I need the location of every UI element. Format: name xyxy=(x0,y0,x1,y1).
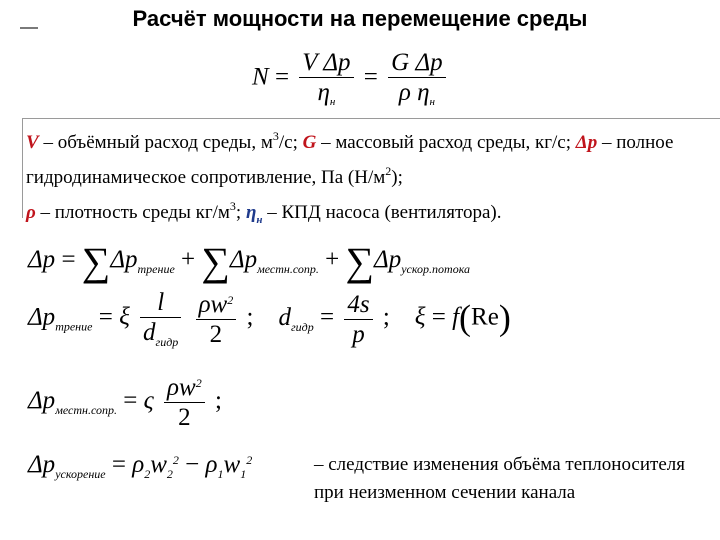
rho-unit-tail: ; xyxy=(235,202,246,223)
subscript-hydraulic: гидр xyxy=(155,335,179,349)
dp-lhs: Δp xyxy=(28,246,56,273)
rho-eta-symbol: ρ η xyxy=(398,79,430,106)
frame-line-top xyxy=(22,118,720,119)
equals-sign: = xyxy=(61,246,76,273)
sum-symbol: ∑ xyxy=(81,239,111,284)
equals-sign: = xyxy=(111,451,126,478)
minus-sign: − xyxy=(185,451,200,478)
acceleration-note: – следствие изменения объёма теплоносителя при неизменном сечении канала xyxy=(314,454,685,503)
g-definition: – массовый расход среды, кг/с; xyxy=(316,132,576,153)
rho1: ρ xyxy=(205,451,218,478)
semicolon: ; xyxy=(382,303,390,331)
denominator-two: 2 xyxy=(209,320,223,348)
v-definition: – объёмный расход среды, м xyxy=(38,132,273,153)
plus-sign: + xyxy=(325,246,340,273)
rho-unit-exponent: 3 xyxy=(229,199,236,213)
power-formula xyxy=(252,50,450,108)
subscript-local: местн.сопр. xyxy=(257,262,319,276)
equals-sign: = xyxy=(98,303,113,331)
decorative-dash xyxy=(20,27,38,29)
fraction-mass-denominator xyxy=(388,78,445,108)
local-resistance-equation xyxy=(28,375,222,430)
fraction-l-over-d xyxy=(140,290,181,348)
rho-symbol: ρ xyxy=(26,202,36,223)
equals-sign: = xyxy=(431,303,446,331)
w1-subscript: 1 xyxy=(240,467,247,481)
w1: w xyxy=(223,451,241,478)
fraction-dynamic-pressure xyxy=(164,375,205,430)
dp-definition: – полное гидродинамическое сопротивление, Па (Н/м xyxy=(26,132,674,188)
dp-lhs: Δp xyxy=(28,303,56,331)
subscript-friction: трение xyxy=(55,319,93,334)
dp-symbol: Δp xyxy=(575,132,598,153)
subscript-hydraulic: гидр xyxy=(290,319,314,334)
semicolon: ; xyxy=(246,303,254,331)
dp-lhs: Δp xyxy=(28,387,56,415)
fraction-mass-numerator: G Δp xyxy=(388,50,445,78)
eta-subscript: н xyxy=(329,96,336,108)
dp-term: Δp xyxy=(374,246,402,273)
fraction-4s-over-p xyxy=(344,292,372,347)
hydraulic-diameter xyxy=(140,318,181,348)
eta-subscript: н xyxy=(429,96,435,108)
frame-line-left xyxy=(22,118,23,218)
rho-w-squared xyxy=(164,375,205,403)
four-s: 4s xyxy=(344,292,372,320)
equals-sign: = xyxy=(319,303,335,331)
total-pressure-equation xyxy=(28,239,471,284)
acceleration-equation xyxy=(28,452,252,480)
dp-term: Δp xyxy=(229,246,258,273)
dp-lhs: Δp xyxy=(28,451,56,478)
xi-symbol: ξ xyxy=(119,303,130,331)
eta-symbol: η xyxy=(317,79,330,106)
subscript-friction: трение xyxy=(137,262,175,276)
v-symbol: V xyxy=(26,132,39,153)
fraction-volume-denominator xyxy=(299,78,353,108)
right-paren: ) xyxy=(498,297,511,338)
rho-w: ρw xyxy=(167,374,196,401)
rho-w: ρw xyxy=(198,290,228,318)
equals-sign: = xyxy=(274,63,290,91)
g-symbol: G xyxy=(302,132,317,153)
dp-term: Δp xyxy=(110,246,138,273)
w2: w xyxy=(150,451,167,478)
power-symbol: N xyxy=(252,63,269,91)
denominator-two: 2 xyxy=(178,404,191,431)
dp-unit-tail: ); xyxy=(391,167,403,188)
rho-w-squared xyxy=(196,292,237,320)
length-symbol: l xyxy=(140,290,181,318)
rho-definition: – плотность среды кг/м xyxy=(35,202,230,223)
fraction-mass xyxy=(388,50,445,108)
equals-sign: = xyxy=(363,63,378,91)
eta-definition: – КПД насоса (вентилятора). xyxy=(262,202,502,223)
semicolon: ; xyxy=(214,387,222,415)
function-f: f xyxy=(452,303,460,331)
d-symbol: d xyxy=(143,319,156,346)
fraction-volume-numerator: V Δp xyxy=(299,50,353,78)
w2-exponent: 2 xyxy=(172,453,179,467)
plus-sign: + xyxy=(181,246,196,273)
w1-exponent: 2 xyxy=(246,453,253,467)
rho2-subscript: 2 xyxy=(144,467,151,481)
xi-symbol: ξ xyxy=(414,303,426,331)
exponent: 2 xyxy=(227,292,234,307)
definitions-paragraph xyxy=(26,122,720,235)
v-unit-tail: /с; xyxy=(278,132,303,153)
v-unit-exponent: 3 xyxy=(272,129,279,143)
dp-unit-exponent: 2 xyxy=(385,164,392,178)
friction-equation xyxy=(28,290,511,348)
rho2: ρ xyxy=(132,451,145,478)
zeta-symbol: ς xyxy=(143,387,154,415)
subscript-acceleration: ускорение xyxy=(55,467,106,481)
subscript-local: местн.сопр. xyxy=(55,403,117,418)
left-paren: ( xyxy=(459,297,472,338)
d-symbol: d xyxy=(278,303,291,331)
equals-sign: = xyxy=(123,387,138,415)
reynolds-number: Re xyxy=(471,303,499,331)
fraction-dynamic-pressure xyxy=(196,292,237,347)
rho1-subscript: 1 xyxy=(217,467,224,481)
perimeter-symbol: p xyxy=(352,320,365,348)
eta-symbol: η xyxy=(245,202,257,223)
subscript-acceleration: ускор.потока xyxy=(401,262,471,276)
sum-symbol: ∑ xyxy=(345,239,375,284)
w2-subscript: 2 xyxy=(166,467,173,481)
fraction-volume xyxy=(299,50,353,108)
dh-lhs xyxy=(278,303,314,334)
slide-title: Расчёт мощности на перемещение среды xyxy=(132,6,588,31)
eta-subscript: н xyxy=(256,214,263,226)
sum-symbol: ∑ xyxy=(201,239,230,284)
exponent: 2 xyxy=(195,376,202,390)
